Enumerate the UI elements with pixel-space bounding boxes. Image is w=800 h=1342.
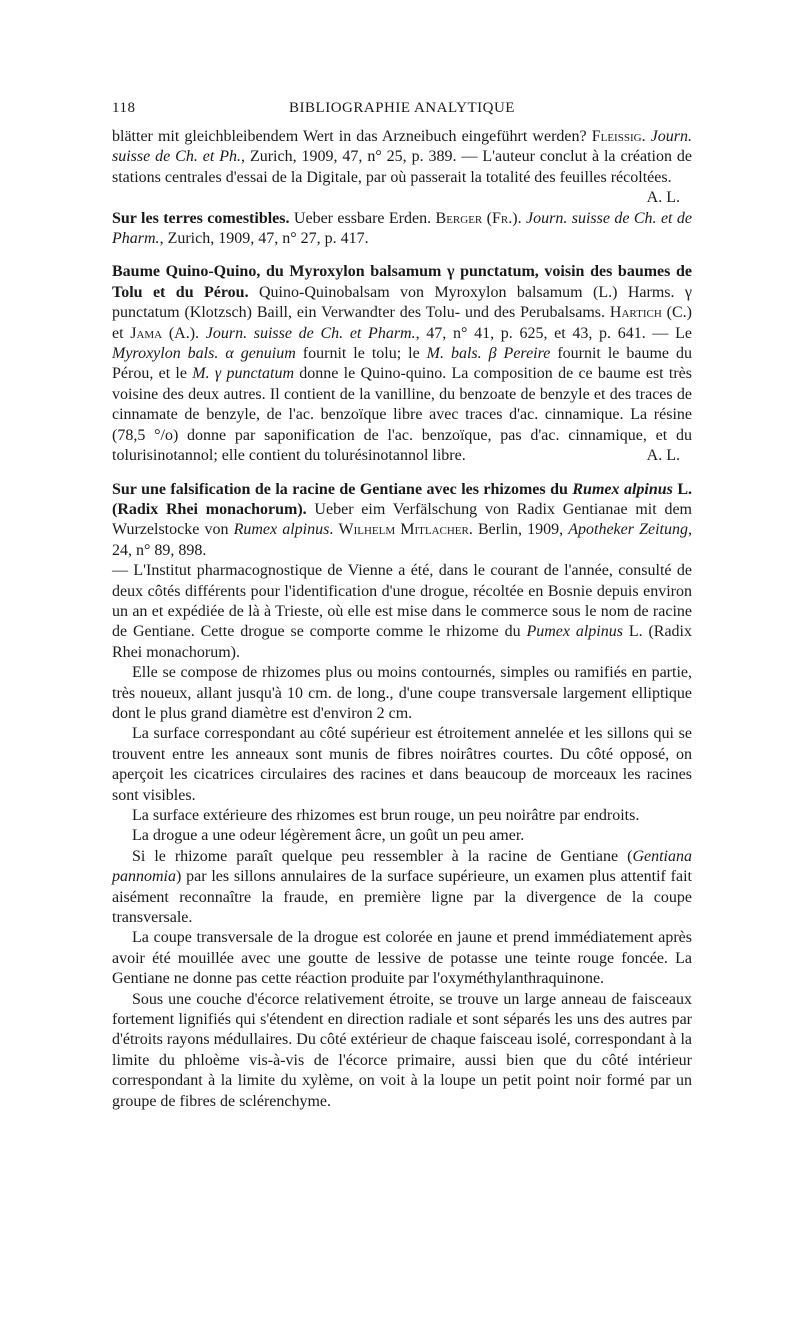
- paragraph: La surface correspondant au côté supérieur est étroitement annelée et les sillons qui se trouvent entre les anneaux sont munis de fibres noirâtres courtes. Du côté opposé, on aperçoit les cicatrices circulaires des racines et dans beaucoup de morceaux les racines sont visibles.: [112, 725, 692, 804]
- species-name: Pumex alpinus: [526, 623, 623, 641]
- entry-digitale-continuation: blätter mit gleichbleibendem Wert in das Arzneibuch eingeführt werden? Fleissig. Journ. suisse de Ch. et Ph., Zurich, 1909, 47, n° 25, p. 389. — L'auteur conclut à la création de stations centrales d'essai de la Digitale, par où passerait la totalité des feuilles récoltées. A. L.: [112, 127, 692, 188]
- entry-title: Sur les terres comestibles.: [112, 209, 290, 227]
- species-name: Myroxylon bals. α genuium: [112, 345, 296, 363]
- paragraph: — L'Institut pharmacognostique de Vienne a été, dans le courant de l'année, consulté de deux côtés différents pour l'identification d'une drogue, récoltée en Bosnie depuis environ un an et expédiée de là à Trieste, où elle est mise dans le commerce sous le nom de racine de Gentiane. Cette drogue se comporte comme le rhizome du Pumex alpinus L. (Radix Rhei monachorum).: [112, 562, 693, 661]
- signature: A. L.: [646, 189, 680, 207]
- paragraph: Sous une couche d'écorce relativement étroite, se trouve un large anneau de faisceaux fortement lignifiés qui s'étendent en direction radiale et sont séparés les uns des autres par d'étroits rayons médullaires. Du côté extérieur de chaque faisceau isolé, correspondant à la limite du phloème vis-à-vis de l'écorce primaire, aussi bien que du côté intérieur correspondant à la limite du xylème, on voit à la loupe un petit point noir formé par un groupe de fibres de sclérenchyme.: [112, 990, 692, 1110]
- author: Hartich: [609, 304, 662, 322]
- entry-title: Sur une falsification de la racine de Gentiane avec les rhizomes du Rumex alpinus L. (Radix Rhei monachorum).: [112, 480, 693, 518]
- author: Fleissig: [591, 128, 642, 145]
- species-name: Rumex alpinus: [233, 521, 330, 539]
- author: Wilhelm Mitlacher: [338, 521, 469, 539]
- species-name: M. γ punctatum: [192, 365, 294, 383]
- entry-gentiane-falsification: Sur une falsification de la racine de Gentiane avec les rhizomes du Rumex alpinus L. (Radix Rhei monachorum). Ueber eim Verfälschung von Radix Gentianae mit dem Wurzelstocke von Rumex alpinus. Wilhelm Mitlacher. Berlin, 1909, Apotheker Zeitung, 24, n° 89, 898.: [112, 480, 693, 559]
- journal-title: Apotheker Zeitung: [568, 521, 688, 539]
- running-title: BIBLIOGRAPHIE ANALYTIQUE: [289, 100, 515, 116]
- paragraph: Si le rhizome paraît quelque peu ressembler à la racine de Gentiane (Gentiana pannomia) par les sillons annulaires de la surface supérieure, un examen plus attentif fait aisément reconnaître la fraude, en première ligne par la divergence de la coupe transversale.: [112, 847, 692, 927]
- entry-baume-quino-quino: Baume Quino-Quino, du Myroxylon balsamum γ punctatum, voisin des baumes de Tolu et du Pérou. Quino-Quinobalsam von Myroxylon balsamum (L.) Harms. γ punctatum (Klotzsch) Baill, ein Verwandter des Tolu- und des Perubalsams. Hartich (C.) et Jama (A.). Journ. suisse de Ch. et Pharm., 47, n° 41, p. 625, et 43, p. 641. — Le Myroxylon bals. α genuium fournit le tolu; le M. bals. β Pereire fournit le baume du Pérou, et le M. γ punctatum donne le Quino-quino. La composition de ce baume est très voisine des deux autres. Il contient de la vanilline, du benzoate de benzyle et des traces de cinnamate de benzyle, de l'ac. benzoïque libre avec traces d'ac. cinnamique. La résine (78,5 °/o) donne par saponification de l'ac. benzoïque, pas d'ac. cinnamique, et du tolurisinotannol; elle contient du tolurésinotannol libre. A. L.: [112, 262, 692, 466]
- journal-title: Journ. suisse de Ch. et Ph.: [112, 128, 692, 166]
- paragraph: Elle se compose de rhizomes plus ou moins contournés, simples ou ramifiés en partie, très noueux, allant jusqu'à 10 cm. de long., d'une coupe transversale largement elliptique dont le plus grand diamètre est d'environ 2 cm.: [112, 664, 692, 722]
- journal-title: Journ. suisse de Ch. et Pharm.: [205, 324, 416, 342]
- paragraph: La coupe transversale de la drogue est colorée en jaune et prend immédiatement après avoir été mouillée avec une goutte de lessive de potasse une teinte rouge foncée. La Gentiane ne donne pas cette réaction produite par l'oxyméthylanthraquinone.: [112, 929, 692, 988]
- species-name: M. bals. β Pereire: [426, 345, 551, 363]
- entry-terres-comestibles: Sur les terres comestibles. Ueber essbare Erden. Berger (Fr.). Journ. suisse de Ch. et de Pharm., Zurich, 1909, 47, n° 27, p. 417.: [112, 209, 693, 248]
- page-number: 118: [112, 100, 136, 116]
- paragraph: La drogue a une odeur légèrement âcre, un goût un peu amer.: [132, 827, 525, 845]
- author: Berger (Fr.): [435, 209, 518, 227]
- author: Jama: [130, 324, 163, 342]
- species-name: Gentiana pannomia: [112, 847, 692, 886]
- paragraph: La surface extérieure des rhizomes est brun rouge, un peu noirâtre par endroits.: [132, 807, 640, 824]
- page-body: [112, 127, 692, 1112]
- journal-title: Journ. suisse de Ch. et de Pharm.: [112, 209, 693, 248]
- signature: A. L.: [646, 447, 680, 465]
- entry-title: Baume Quino-Quino, du Myroxylon balsamum γ punctatum, voisin des baumes de Tolu et du Pérou.: [112, 263, 692, 301]
- running-header: [112, 100, 692, 122]
